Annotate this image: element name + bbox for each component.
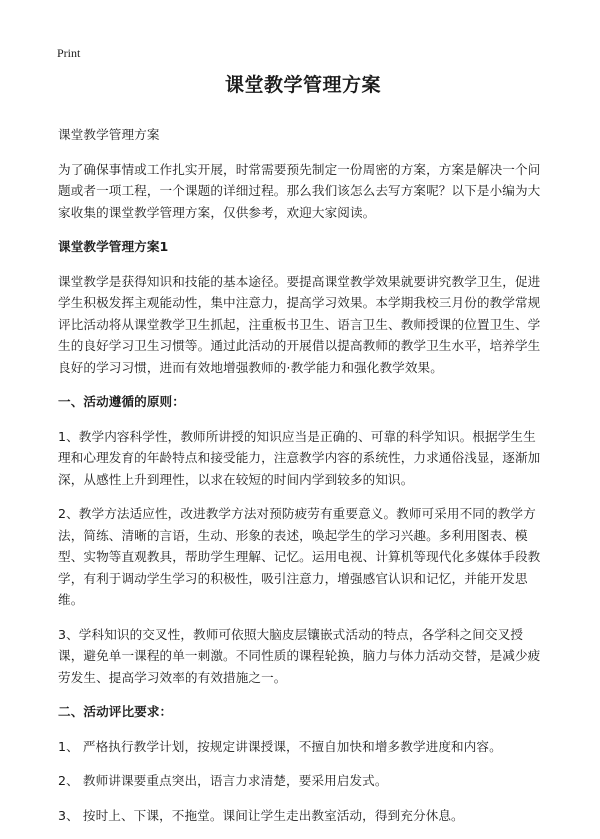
requirement-item: 2、 教师讲课要重点突出，语言力求清楚，要采用启发式。 [58,773,388,788]
section1-paragraph: 课堂教学是获得知识和技能的基本途径。要提高课堂教学效果就要讲究教学卫生，促进学生积极发挥主观能动性，集中注意力，提高学习效果。本学期我校三月份的教学常规评比活动将从课堂教学卫生抓起，注重板书卫生、语言卫生、教师授课的位置卫生、学生的良好学习卫生习惯等。通过此活动的开展借以提高教师的教学卫生水平，培养学生良好的学习习惯，进而有效地增强教师的·教学能力和强化教学效果。 [58,273,541,375]
requirement-item: 1、 严格执行教学计划，按规定讲课授课，不擅自加快和增多教学进度和内容。 [58,738,502,754]
document-body [58,72,548,839]
principles-heading: 一、活动遵循的原则： [58,394,185,409]
print-link[interactable]: Print [57,46,81,60]
principle-item: 3、学科知识的交叉性，教师可依照大脑皮层镶嵌式活动的特点，各学科之间交叉授课，避免单一课程的单一刺激。不同性质的课程轮换，脑力与体力活动交替，是减少疲劳发生、提高学习效率的有效措施之一。 [58,626,541,685]
requirements-heading: 二、活动评比要求： [58,704,173,719]
principle-item: 2、教学方法适应性，改进教学方法对预防疲劳有重要意义。教师可采用不同的教学方法，简练、清晰的言语，生动、形象的表述，唤起学生的学习兴趣。多利用图表、模型、实物等直观教具，帮助学生理解、记忆。运用电视、计算机等现代化多媒体手段教学，有利于调动学生学习的积极性，吸引注意力，增强感官认识和记忆，并能开发思维。 [58,506,541,607]
principle-item: 1、教学内容科学性，教师所讲授的知识应当是正确的、可靠的科学知识。根据学生生理和心理发育的年龄特点和接受能力，注意教学内容的系统性，力求通俗浅显，逐渐加深，从感性上升到理性，以求在较短的时间内学到较多的知识。 [58,428,541,487]
section1-heading: 课堂教学管理方案1 [58,239,169,254]
document-title: 课堂教学管理方案 [224,74,381,96]
requirement-item: 3、 按时上、下课，不拖堂。课间让学生走出教室活动，得到充分休息。 [58,807,464,823]
intro-paragraph: 为了确保事情或工作扎实开展，时常需要预先制定一份周密的方案，方案是解决一个问题或者一项工程，一个课题的详细过程。那么我们该怎么去写方案呢？以下是小编为大家收集的课堂教学管理方案，仅供参考，欢迎大家阅读。 [58,161,541,220]
document-subtitle: 课堂教学管理方案 [58,127,160,142]
